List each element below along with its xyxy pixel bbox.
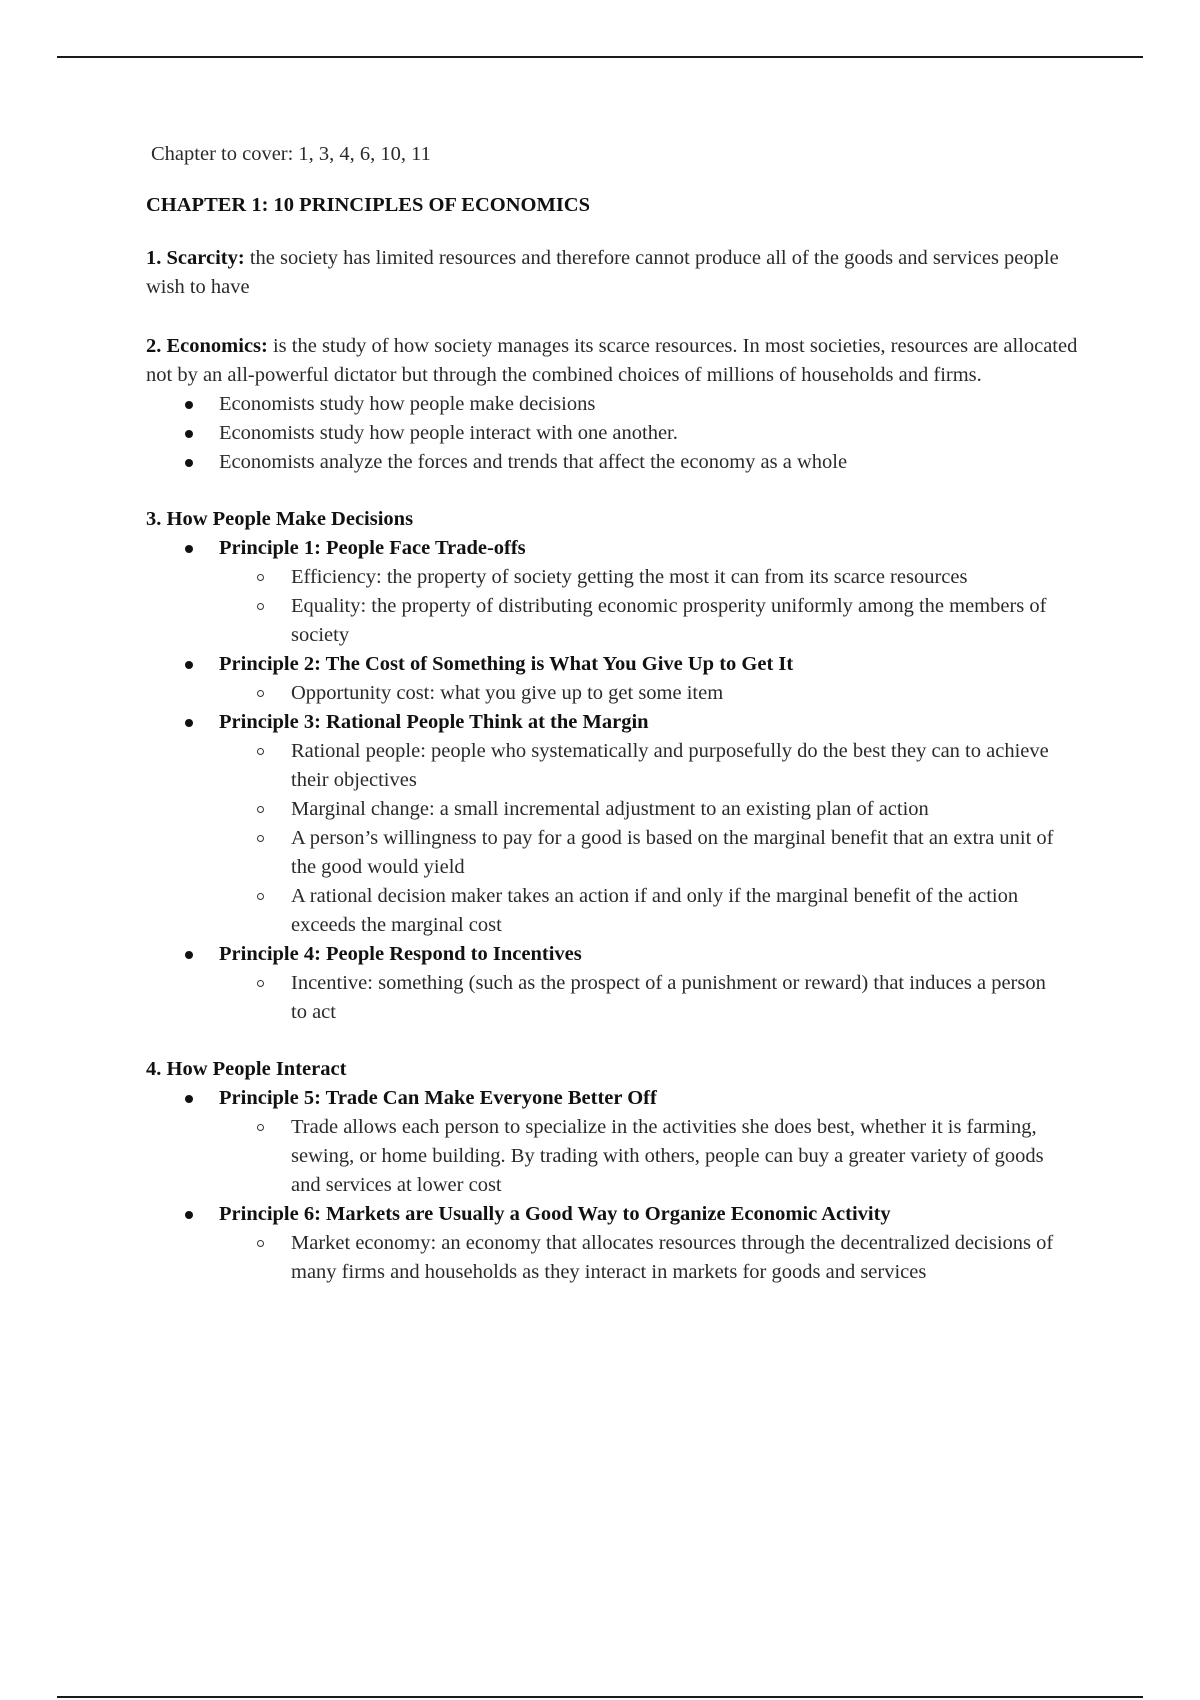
list-item-text: Opportunity cost: what you give up to get some item (291, 682, 724, 704)
principle-6 (219, 1200, 1086, 1287)
economics-definition (146, 332, 1086, 390)
principle-3 (219, 708, 1086, 940)
principle-details (219, 679, 1086, 708)
economics-bullets (146, 390, 1086, 477)
list-item (291, 795, 1086, 824)
scarcity-term: 1. Scarcity: (146, 247, 245, 269)
list-item-text: A person’s willingness to pay for a good is based on the marginal benefit that an extra unit of the good would yield (291, 827, 1054, 878)
header-rule (57, 56, 1143, 58)
list-item-text: Equality: the property of distributing economic prosperity uniformly among the members of society (291, 595, 1047, 646)
list-item (291, 969, 1086, 1027)
list-item-text: Marginal change: a small incremental adjustment to an existing plan of action (291, 798, 929, 820)
principle-details (219, 1113, 1086, 1200)
list-item (291, 1229, 1086, 1287)
section-interact (146, 1055, 1086, 1287)
footer-rule (57, 1696, 1143, 1698)
document-body (146, 140, 1086, 1287)
list-item (291, 563, 1086, 592)
list-item (291, 679, 1086, 708)
principle-title: Principle 5: Trade Can Make Everyone Better Off (219, 1087, 657, 1109)
principle-details (219, 737, 1086, 940)
economics-text: is the study of how society manages its scarce resources. In most societies, resources are allocated not by an all-powerful dictator but through the combined choices of millions of households and firms. (146, 335, 1078, 386)
section-title: 4. How People Interact (146, 1058, 347, 1080)
principle-details (219, 1229, 1086, 1287)
principle-5 (219, 1084, 1086, 1200)
list-item (291, 1113, 1086, 1200)
list-item-text: Market economy: an economy that allocates resources through the decentralized decisions of many firms and households as they interact in markets for goods and services (291, 1232, 1054, 1283)
list-item-text: Incentive: something (such as the prospect of a punishment or reward) that induces a person to act (291, 972, 1046, 1023)
list-item (291, 824, 1086, 882)
principle-details (219, 563, 1086, 650)
list-item: Economists study how people interact with one another. (219, 419, 1086, 448)
list-item-text: A rational decision maker takes an action if and only if the marginal benefit of the action exceeds the marginal cost (291, 885, 1019, 936)
list-item-text: Efficiency: the property of society getting the most it can from its scarce resources (291, 566, 968, 588)
principle-2 (219, 650, 1086, 708)
scarcity-definition (146, 244, 1086, 302)
chapter-title: CHAPTER 1: 10 PRINCIPLES OF ECONOMICS (146, 194, 591, 216)
section-title: 3. How People Make Decisions (146, 508, 414, 530)
principle-1 (219, 534, 1086, 650)
principle-list (146, 534, 1086, 1027)
principle-details (219, 969, 1086, 1027)
principle-title: Principle 1: People Face Trade-offs (219, 537, 526, 559)
list-item (291, 882, 1086, 940)
list-item: Economists analyze the forces and trends that affect the economy as a whole (219, 448, 1086, 477)
principle-title: Principle 2: The Cost of Something is What You Give Up to Get It (219, 653, 794, 675)
list-item: Economists study how people make decisions (219, 390, 1086, 419)
principle-4 (219, 940, 1086, 1027)
principle-title: Principle 3: Rational People Think at the Margin (219, 711, 649, 733)
list-item (291, 737, 1086, 795)
list-item-text: Rational people: people who systematically and purposefully do the best they can to achieve their objectives (291, 740, 1049, 791)
chapters-to-cover: Chapter to cover: 1, 3, 4, 6, 10, 11 (151, 143, 431, 165)
scarcity-text: the society has limited resources and therefore cannot produce all of the goods and services people wish to have (146, 247, 1059, 298)
principle-title: Principle 6: Markets are Usually a Good Way to Organize Economic Activity (219, 1203, 891, 1225)
principle-title: Principle 4: People Respond to Incentives (219, 943, 582, 965)
principle-list (146, 1084, 1086, 1287)
list-item (291, 592, 1086, 650)
section-decisions (146, 505, 1086, 1027)
list-item-text: Trade allows each person to specialize in the activities she does best, whether it is farming, sewing, or home building. By trading with others, people can buy a greater variety of goods and services at lower cost (291, 1116, 1044, 1196)
economics-term: 2. Economics: (146, 335, 268, 357)
